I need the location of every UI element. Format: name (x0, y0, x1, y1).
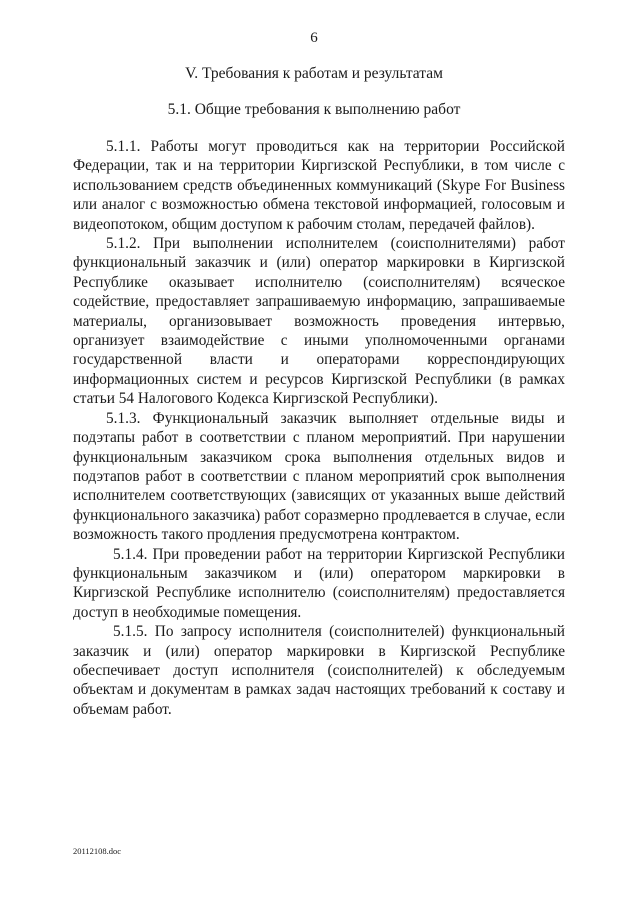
paragraph-5-1-4: 5.1.4. При проведении работ на территории Киргизской Республики функциональным заказчиком и (или) оператором маркировки в Киргизской Республике исполнителю (соисполнителям) предоставляется доступ в необходимые помещения. (73, 545, 565, 621)
subsection-title: 5.1. Общие требования к выполнению работ (167, 101, 461, 118)
section-title: V. Требования к работам и результатам (185, 65, 443, 82)
paragraph-5-1-5: 5.1.5. По запросу исполнителя (соисполнителей) функциональный заказчик и (или) оператор маркировки в Киргизской Республике обеспечивает доступ исполнителя (соисполнителей) к обследуемым объектам и документам в рамках задач настоящих требований к составу и объемам работ. (73, 623, 565, 718)
page-number: 6 (310, 30, 318, 46)
document-body (73, 137, 565, 719)
paragraph-5-1-2: 5.1.2. При выполнении исполнителем (соисполнителями) работ функциональный заказчик и (или) оператор маркировки в Киргизской Республике оказывает исполнителю (соисполнителям) всяческое содействие, предоставляет запрашиваемую информацию, запрашиваемые материалы, организовывает возможность проведения интервью, организует взаимодействие с иными уполномоченными органами государственной власти и операторами корреспондирующих информационных систем и ресурсов Киргизской Республики (в рамках статьи 54 Налогового Кодекса Киргизской Республики). (73, 235, 565, 408)
footer-file-code: 20112108.doc (73, 846, 122, 856)
paragraph-5-1-3: 5.1.3. Функциональный заказчик выполняет отдельные виды и подэтапы работ в соответствии с планом мероприятий. При нарушении функциональным заказчиком срока выполнения отдельных видов и подэтапов работ в соответствии с планом мероприятий срок выполнения исполнителем соответствующих (зависящих от указанных выше действий функционального заказчика) работ соразмерно продлевается в случае, если возможность такого продления предусмотрена контрактом. (73, 409, 565, 544)
paragraph-5-1-1: 5.1.1. Работы могут проводиться как на территории Российской Федерации, так и на территории Киргизской Республики, в том числе с использованием средств объединенных коммуникаций (Skype For Business или аналог с возможностью обмена текстовой информацией, голосовым и видеопотоком, общим доступом к рабочим столам, передачей файлов). (73, 138, 565, 233)
